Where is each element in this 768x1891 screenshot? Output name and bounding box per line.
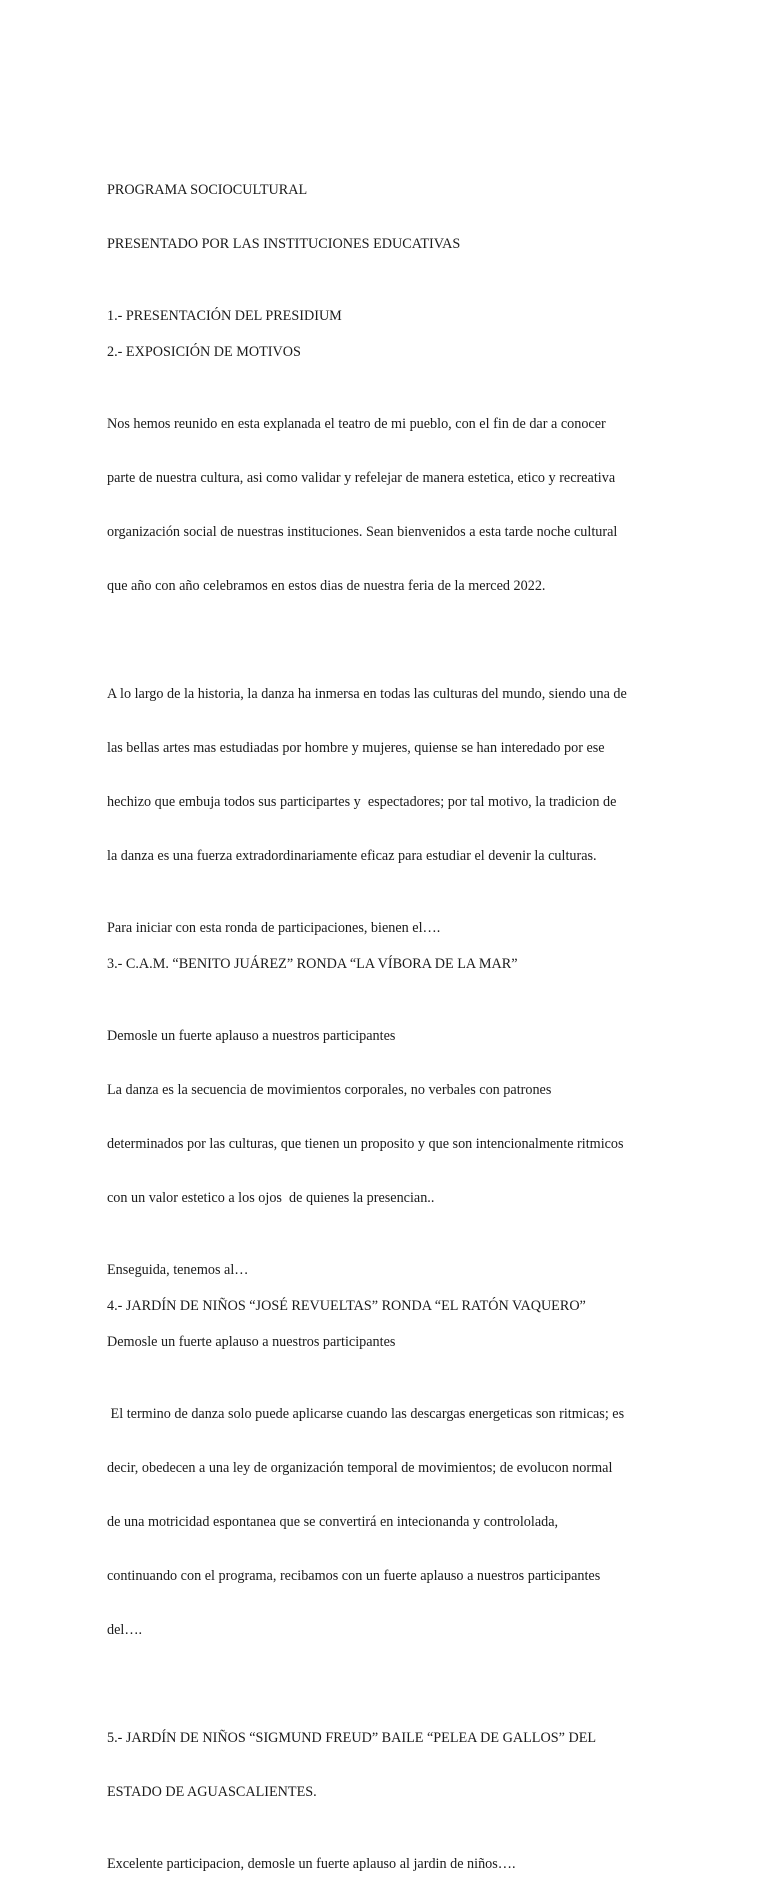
subtitle-line: PRESENTADO POR LAS INSTITUCIONES EDUCATIVAS [107,236,461,252]
text-line: determinados por las culturas, que tienen un proposito y que son intencionalmente ritmicos [107,1136,624,1152]
paragraph-closing: Excelente participacion, demosle un fuerte aplauso al jardin de niños…. [107,1856,516,1872]
text-line: parte de nuestra cultura, asi como validar y refelejar de manera estetica, etico y recreativa [107,470,616,486]
program-item-4: 4.- JARDÍN DE NIÑOS “JOSÉ REVUELTAS” RONDA “EL RATÓN VAQUERO” [107,1298,586,1314]
program-item-5 [107,1693,667,1837]
text-line: organización social de nuestras instituciones. Sean bienvenidos a esta tarde noche cultural [107,524,618,540]
document-title [107,145,667,289]
text-line: ESTADO DE AGUASCALIENTES. [107,1784,317,1800]
text-line: decir, obedecen a una ley de organización temporal de movimientos; de evolucon normal [107,1460,613,1476]
program-item-2: 2.- EXPOSICIÓN DE MOTIVOS [107,344,301,360]
text-line: 5.- JARDÍN DE NIÑOS “SIGMUND FREUD” BAILE “PELEA DE GALLOS” DEL [107,1730,597,1746]
paragraph-dance-definition [107,991,667,1243]
text-line: La danza es la secuencia de movimientos corporales, no verbales con patrones [107,1082,552,1098]
text-line: continuando con el programa, recibamos con un fuerte aplauso a nuestros participantes [107,1568,601,1584]
program-item-1: 1.- PRESENTACIÓN DEL PRESIDIUM [107,308,342,324]
paragraph-next: Enseguida, tenemos al… [107,1262,249,1278]
program-item-3: 3.- C.A.M. “BENITO JUÁREZ” RONDA “LA VÍBORA DE LA MAR” [107,956,518,972]
text-line: Demosle un fuerte aplauso a nuestros participantes [107,1028,396,1044]
paragraph-dance-term [107,1369,667,1675]
text-line: que año con año celebramos en estos dias de nuestra feria de la merced 2022. [107,578,546,594]
text-line: la danza es una fuerza extradordinariamente eficaz para estudiar el devenir la culturas. [107,848,597,864]
text-line: El termino de danza solo puede aplicarse cuando las descargas energeticas son ritmicas; es [107,1406,625,1422]
paragraph-start: Para iniciar con esta ronda de participaciones, bienen el…. [107,920,441,936]
text-line: del…. [107,1622,143,1638]
paragraph-intro [107,379,667,631]
paragraph-applause: Demosle un fuerte aplauso a nuestros participantes [107,1334,396,1350]
text-line: las bellas artes mas estudiadas por hombre y mujeres, quiense se han interedado por ese [107,740,605,756]
text-line: A lo largo de la historia, la danza ha inmersa en todas las culturas del mundo, siendo una de [107,686,627,702]
text-line: Nos hemos reunido en esta explanada el teatro de mi pueblo, con el fin de dar a conocer [107,416,606,432]
text-line: de una motricidad espontanea que se convertirá en intecionanda y contrololada, [107,1514,559,1530]
text-line: hechizo que embuja todos sus participartes y espectadores; por tal motivo, la tradicion de [107,794,617,810]
paragraph-history [107,649,667,901]
title-line: PROGRAMA SOCIOCULTURAL [107,182,308,198]
document-page [107,145,667,1891]
text-line: con un valor estetico a los ojos de quienes la presencian.. [107,1190,435,1206]
